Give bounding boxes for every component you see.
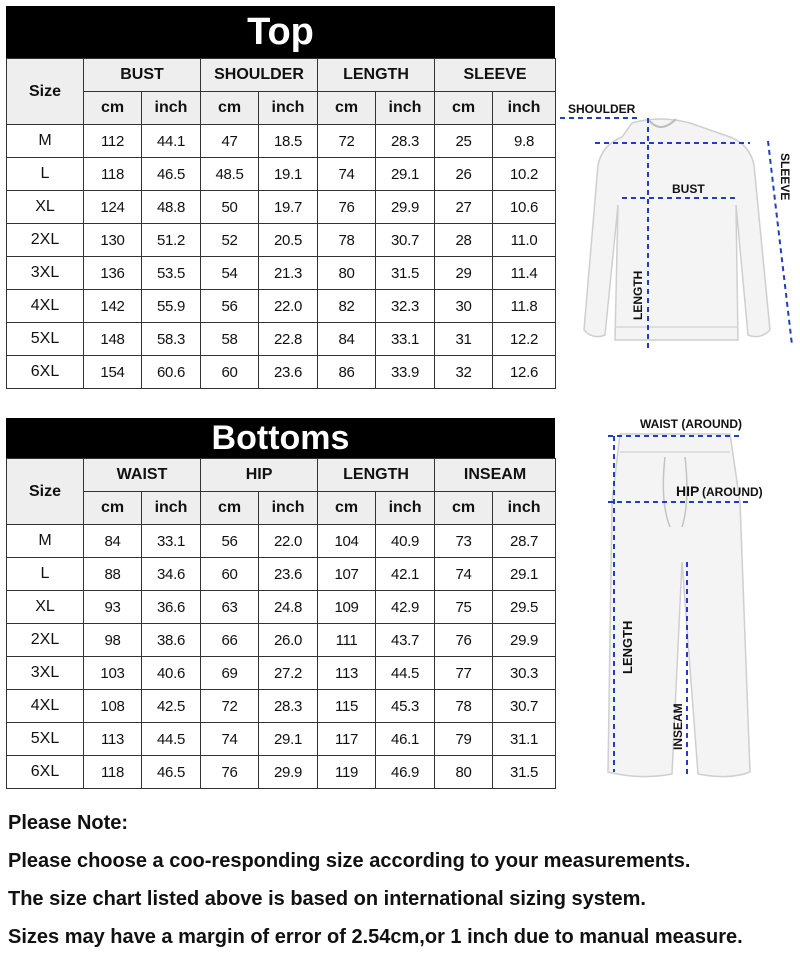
bottoms-group-header: WAIST xyxy=(84,459,201,492)
pants-diagram xyxy=(590,412,790,792)
table-row xyxy=(7,558,556,591)
bust-label: BUST xyxy=(672,182,705,196)
value-cell: 29.9 xyxy=(493,624,556,657)
size-cell: 2XL xyxy=(7,624,84,657)
value-cell: 115 xyxy=(318,690,376,723)
value-cell: 29.1 xyxy=(259,723,318,756)
top-group-header: SHOULDER xyxy=(201,59,318,92)
value-cell: 98 xyxy=(84,624,142,657)
value-cell: 29.5 xyxy=(493,591,556,624)
value-cell: 33.1 xyxy=(376,323,435,356)
table-row xyxy=(7,591,556,624)
value-cell: 60.6 xyxy=(142,356,201,389)
value-cell: 93 xyxy=(84,591,142,624)
size-cell: 6XL xyxy=(7,756,84,789)
table-row xyxy=(7,323,556,356)
table-row xyxy=(7,257,556,290)
value-cell: 10.6 xyxy=(493,191,556,224)
value-cell: 88 xyxy=(84,558,142,591)
note-line: Sizes may have a margin of error of 2.54cm,or 1 inch due to manual measure. xyxy=(8,926,743,948)
size-cell: 3XL xyxy=(7,657,84,690)
hip-label: HIP xyxy=(676,483,700,499)
value-cell: 22.0 xyxy=(259,525,318,558)
value-cell: 19.7 xyxy=(259,191,318,224)
waist-label: WAIST (AROUND) xyxy=(640,417,742,431)
bottoms-group-header: LENGTH xyxy=(318,459,435,492)
value-cell: 108 xyxy=(84,690,142,723)
value-cell: 48.5 xyxy=(201,158,259,191)
value-cell: 30.3 xyxy=(493,657,556,690)
value-cell: 29.9 xyxy=(376,191,435,224)
value-cell: 74 xyxy=(318,158,376,191)
value-cell: 55.9 xyxy=(142,290,201,323)
size-cell: M xyxy=(7,125,84,158)
value-cell: 80 xyxy=(318,257,376,290)
value-cell: 51.2 xyxy=(142,224,201,257)
table-row xyxy=(7,224,556,257)
table-row xyxy=(7,158,556,191)
value-cell: 40.6 xyxy=(142,657,201,690)
value-cell: 77 xyxy=(435,657,493,690)
value-cell: 31.1 xyxy=(493,723,556,756)
value-cell: 75 xyxy=(435,591,493,624)
top-unit-header: cm xyxy=(435,92,493,125)
value-cell: 78 xyxy=(318,224,376,257)
value-cell: 22.8 xyxy=(259,323,318,356)
top-unit-header: cm xyxy=(201,92,259,125)
value-cell: 50 xyxy=(201,191,259,224)
inseam-label: INSEAM xyxy=(671,703,685,750)
top-size-header: Size xyxy=(7,59,84,125)
value-cell: 46.9 xyxy=(376,756,435,789)
value-cell: 29 xyxy=(435,257,493,290)
value-cell: 72 xyxy=(318,125,376,158)
value-cell: 142 xyxy=(84,290,142,323)
top-table-grid xyxy=(6,58,556,389)
value-cell: 48.8 xyxy=(142,191,201,224)
value-cell: 113 xyxy=(84,723,142,756)
value-cell: 28 xyxy=(435,224,493,257)
value-cell: 33.1 xyxy=(142,525,201,558)
top-unit-header: cm xyxy=(84,92,142,125)
value-cell: 31.5 xyxy=(376,257,435,290)
value-cell: 29.9 xyxy=(259,756,318,789)
value-cell: 73 xyxy=(435,525,493,558)
value-cell: 84 xyxy=(318,323,376,356)
size-cell: L xyxy=(7,158,84,191)
top-table-body xyxy=(7,125,556,389)
top-length-label: LENGTH xyxy=(631,270,645,320)
value-cell: 112 xyxy=(84,125,142,158)
size-cell: L xyxy=(7,558,84,591)
top-unit-header: inch xyxy=(259,92,318,125)
value-cell: 107 xyxy=(318,558,376,591)
value-cell: 76 xyxy=(435,624,493,657)
top-unit-header: inch xyxy=(376,92,435,125)
value-cell: 154 xyxy=(84,356,142,389)
bottoms-table-body xyxy=(7,525,556,789)
value-cell: 69 xyxy=(201,657,259,690)
size-cell: 6XL xyxy=(7,356,84,389)
value-cell: 11.4 xyxy=(493,257,556,290)
table-row xyxy=(7,356,556,389)
value-cell: 25 xyxy=(435,125,493,158)
value-cell: 104 xyxy=(318,525,376,558)
value-cell: 44.5 xyxy=(376,657,435,690)
value-cell: 32 xyxy=(435,356,493,389)
bottoms-length-label: LENGTH xyxy=(620,620,635,674)
note-line: Please choose a coo-responding size according to your measurements. xyxy=(8,850,691,872)
size-cell: M xyxy=(7,525,84,558)
value-cell: 53.5 xyxy=(142,257,201,290)
bottoms-size-header: Size xyxy=(7,459,84,525)
value-cell: 43.7 xyxy=(376,624,435,657)
bottoms-group-header: HIP xyxy=(201,459,318,492)
top-group-header: LENGTH xyxy=(318,59,435,92)
notes-section xyxy=(8,808,798,960)
value-cell: 76 xyxy=(318,191,376,224)
value-cell: 20.5 xyxy=(259,224,318,257)
sweatshirt-illustration xyxy=(560,95,798,360)
table-row xyxy=(7,657,556,690)
value-cell: 76 xyxy=(201,756,259,789)
value-cell: 27 xyxy=(435,191,493,224)
value-cell: 58 xyxy=(201,323,259,356)
value-cell: 60 xyxy=(201,558,259,591)
note-line: The size chart listed above is based on international sizing system. xyxy=(8,888,646,910)
value-cell: 23.6 xyxy=(259,356,318,389)
value-cell: 52 xyxy=(201,224,259,257)
value-cell: 117 xyxy=(318,723,376,756)
size-cell: 2XL xyxy=(7,224,84,257)
bottoms-unit-header: inch xyxy=(376,492,435,525)
value-cell: 30 xyxy=(435,290,493,323)
shoulder-label: SHOULDER xyxy=(568,102,636,116)
value-cell: 78 xyxy=(435,690,493,723)
value-cell: 33.9 xyxy=(376,356,435,389)
size-cell: 4XL xyxy=(7,690,84,723)
value-cell: 27.2 xyxy=(259,657,318,690)
value-cell: 66 xyxy=(201,624,259,657)
value-cell: 72 xyxy=(201,690,259,723)
value-cell: 148 xyxy=(84,323,142,356)
top-unit-header: inch xyxy=(493,92,556,125)
value-cell: 29.1 xyxy=(493,558,556,591)
value-cell: 28.3 xyxy=(259,690,318,723)
bottoms-unit-header: cm xyxy=(435,492,493,525)
value-cell: 28.3 xyxy=(376,125,435,158)
value-cell: 40.9 xyxy=(376,525,435,558)
bottoms-unit-header: inch xyxy=(259,492,318,525)
value-cell: 46.5 xyxy=(142,158,201,191)
value-cell: 19.1 xyxy=(259,158,318,191)
value-cell: 119 xyxy=(318,756,376,789)
value-cell: 130 xyxy=(84,224,142,257)
bottoms-group-header: INSEAM xyxy=(435,459,556,492)
bottoms-table-title: Bottoms xyxy=(6,418,555,458)
top-group-header: BUST xyxy=(84,59,201,92)
value-cell: 29.1 xyxy=(376,158,435,191)
value-cell: 46.1 xyxy=(376,723,435,756)
table-row xyxy=(7,723,556,756)
value-cell: 60 xyxy=(201,356,259,389)
value-cell: 44.1 xyxy=(142,125,201,158)
value-cell: 46.5 xyxy=(142,756,201,789)
bottoms-unit-header: cm xyxy=(84,492,142,525)
top-group-header: SLEEVE xyxy=(435,59,556,92)
value-cell: 12.6 xyxy=(493,356,556,389)
table-row xyxy=(7,191,556,224)
value-cell: 111 xyxy=(318,624,376,657)
value-cell: 18.5 xyxy=(259,125,318,158)
value-cell: 136 xyxy=(84,257,142,290)
bottoms-unit-header: cm xyxy=(318,492,376,525)
top-size-table xyxy=(6,6,555,389)
value-cell: 74 xyxy=(201,723,259,756)
value-cell: 30.7 xyxy=(493,690,556,723)
size-cell: 5XL xyxy=(7,723,84,756)
value-cell: 31.5 xyxy=(493,756,556,789)
value-cell: 11.8 xyxy=(493,290,556,323)
value-cell: 113 xyxy=(318,657,376,690)
value-cell: 74 xyxy=(435,558,493,591)
value-cell: 36.6 xyxy=(142,591,201,624)
value-cell: 47 xyxy=(201,125,259,158)
value-cell: 109 xyxy=(318,591,376,624)
table-row xyxy=(7,525,556,558)
bottoms-unit-header: cm xyxy=(201,492,259,525)
value-cell: 11.0 xyxy=(493,224,556,257)
value-cell: 9.8 xyxy=(493,125,556,158)
value-cell: 10.2 xyxy=(493,158,556,191)
hip-around-label: (AROUND) xyxy=(702,485,763,499)
value-cell: 79 xyxy=(435,723,493,756)
value-cell: 31 xyxy=(435,323,493,356)
value-cell: 22.0 xyxy=(259,290,318,323)
value-cell: 30.7 xyxy=(376,224,435,257)
value-cell: 56 xyxy=(201,525,259,558)
value-cell: 24.8 xyxy=(259,591,318,624)
value-cell: 38.6 xyxy=(142,624,201,657)
value-cell: 42.1 xyxy=(376,558,435,591)
top-table-title: Top xyxy=(6,6,555,58)
value-cell: 45.3 xyxy=(376,690,435,723)
value-cell: 118 xyxy=(84,158,142,191)
table-row xyxy=(7,624,556,657)
value-cell: 12.2 xyxy=(493,323,556,356)
sleeve-label: SLEEVE xyxy=(778,153,792,201)
value-cell: 86 xyxy=(318,356,376,389)
value-cell: 26 xyxy=(435,158,493,191)
value-cell: 23.6 xyxy=(259,558,318,591)
sweatshirt-diagram xyxy=(560,95,798,360)
size-cell: XL xyxy=(7,591,84,624)
value-cell: 80 xyxy=(435,756,493,789)
size-cell: 5XL xyxy=(7,323,84,356)
pants-illustration xyxy=(590,412,790,792)
value-cell: 54 xyxy=(201,257,259,290)
value-cell: 118 xyxy=(84,756,142,789)
top-unit-header: cm xyxy=(318,92,376,125)
value-cell: 58.3 xyxy=(142,323,201,356)
value-cell: 63 xyxy=(201,591,259,624)
value-cell: 56 xyxy=(201,290,259,323)
size-cell: 4XL xyxy=(7,290,84,323)
notes-heading: Please Note: xyxy=(8,812,129,834)
bottoms-unit-header: inch xyxy=(142,492,201,525)
value-cell: 34.6 xyxy=(142,558,201,591)
value-cell: 124 xyxy=(84,191,142,224)
value-cell: 44.5 xyxy=(142,723,201,756)
value-cell: 82 xyxy=(318,290,376,323)
value-cell: 42.9 xyxy=(376,591,435,624)
value-cell: 21.3 xyxy=(259,257,318,290)
value-cell: 103 xyxy=(84,657,142,690)
value-cell: 26.0 xyxy=(259,624,318,657)
table-row xyxy=(7,125,556,158)
size-cell: XL xyxy=(7,191,84,224)
table-row xyxy=(7,290,556,323)
table-row xyxy=(7,756,556,789)
value-cell: 28.7 xyxy=(493,525,556,558)
value-cell: 42.5 xyxy=(142,690,201,723)
bottoms-unit-header: inch xyxy=(493,492,556,525)
table-row xyxy=(7,690,556,723)
bottoms-size-table xyxy=(6,418,555,789)
value-cell: 84 xyxy=(84,525,142,558)
value-cell: 32.3 xyxy=(376,290,435,323)
bottoms-table-grid xyxy=(6,458,556,789)
size-cell: 3XL xyxy=(7,257,84,290)
top-unit-header: inch xyxy=(142,92,201,125)
